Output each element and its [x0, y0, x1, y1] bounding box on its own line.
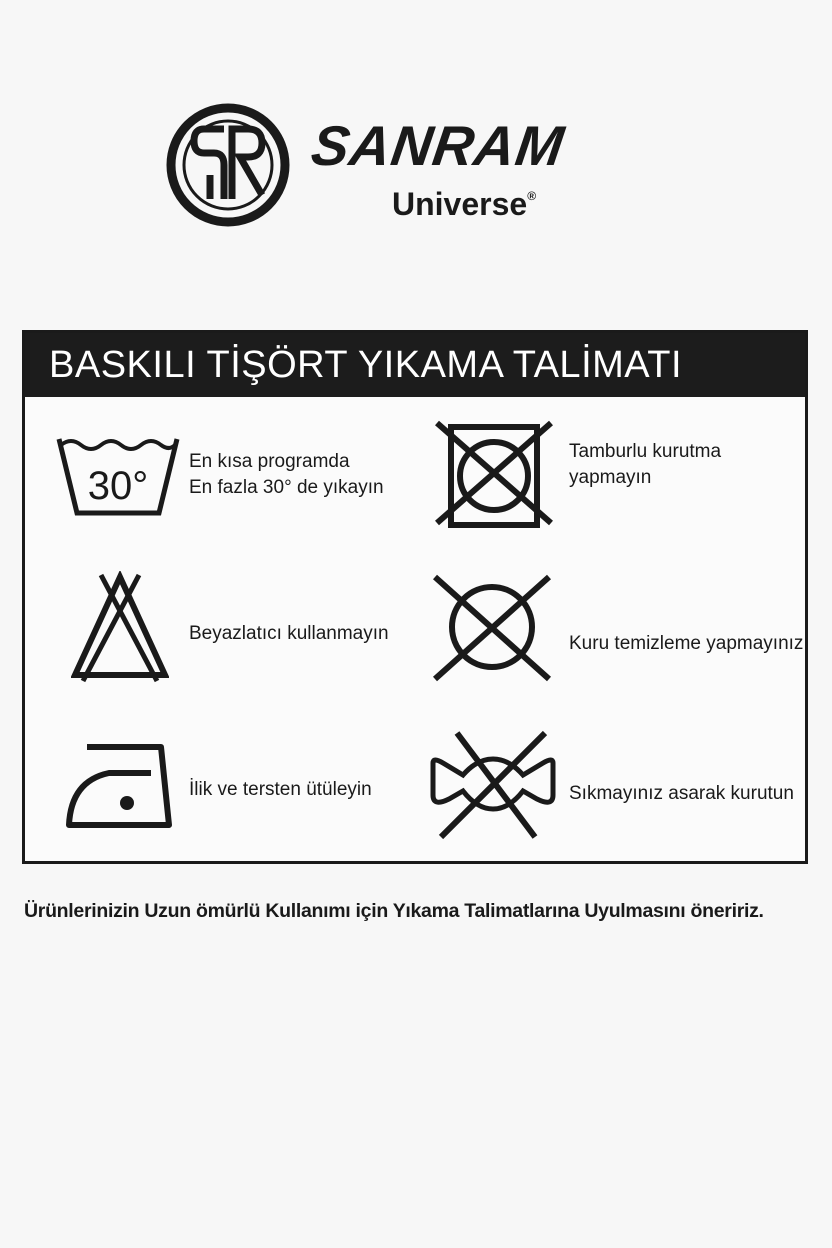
care-instructions-panel [22, 330, 808, 864]
wash-instruction-line2: En fazla 30° de yıkayın [189, 477, 384, 498]
wash-30-icon [55, 429, 181, 519]
bleach-instruction: Beyazlatıcı kullanmayın [189, 623, 389, 644]
no-tumble-dry-icon [433, 419, 555, 531]
footer-note: Ürünlerinizin Uzun ömürlü Kullanımı için Yıkama Talimatlarına Uyulmasını öneririz. [24, 900, 764, 922]
tumble-instruction-line1: Tamburlu kurutma [569, 441, 722, 462]
wash-instruction-line1: En kısa programda [189, 451, 350, 472]
svg-text:30°: 30° [87, 464, 149, 508]
panel-title: BASKILI TİŞÖRT YIKAMA TALİMATI [25, 333, 805, 397]
iron-low-icon [65, 741, 177, 831]
iron-instruction: İlik ve tersten ütüleyin [189, 779, 372, 800]
brand-subtitle: Universe® [392, 186, 537, 222]
no-bleach-icon [71, 571, 169, 683]
wring-instruction: Sıkmayınız asarak kurutun [569, 783, 794, 804]
tumble-instruction-line2: yapmayın [569, 467, 652, 488]
brand-name: SANRAM [307, 114, 569, 177]
sr-logo-icon [166, 103, 290, 227]
no-wring-icon [427, 729, 559, 841]
dry-clean-instruction: Kuru temizleme yapmayınız [569, 633, 804, 654]
no-dry-clean-icon [429, 571, 555, 683]
